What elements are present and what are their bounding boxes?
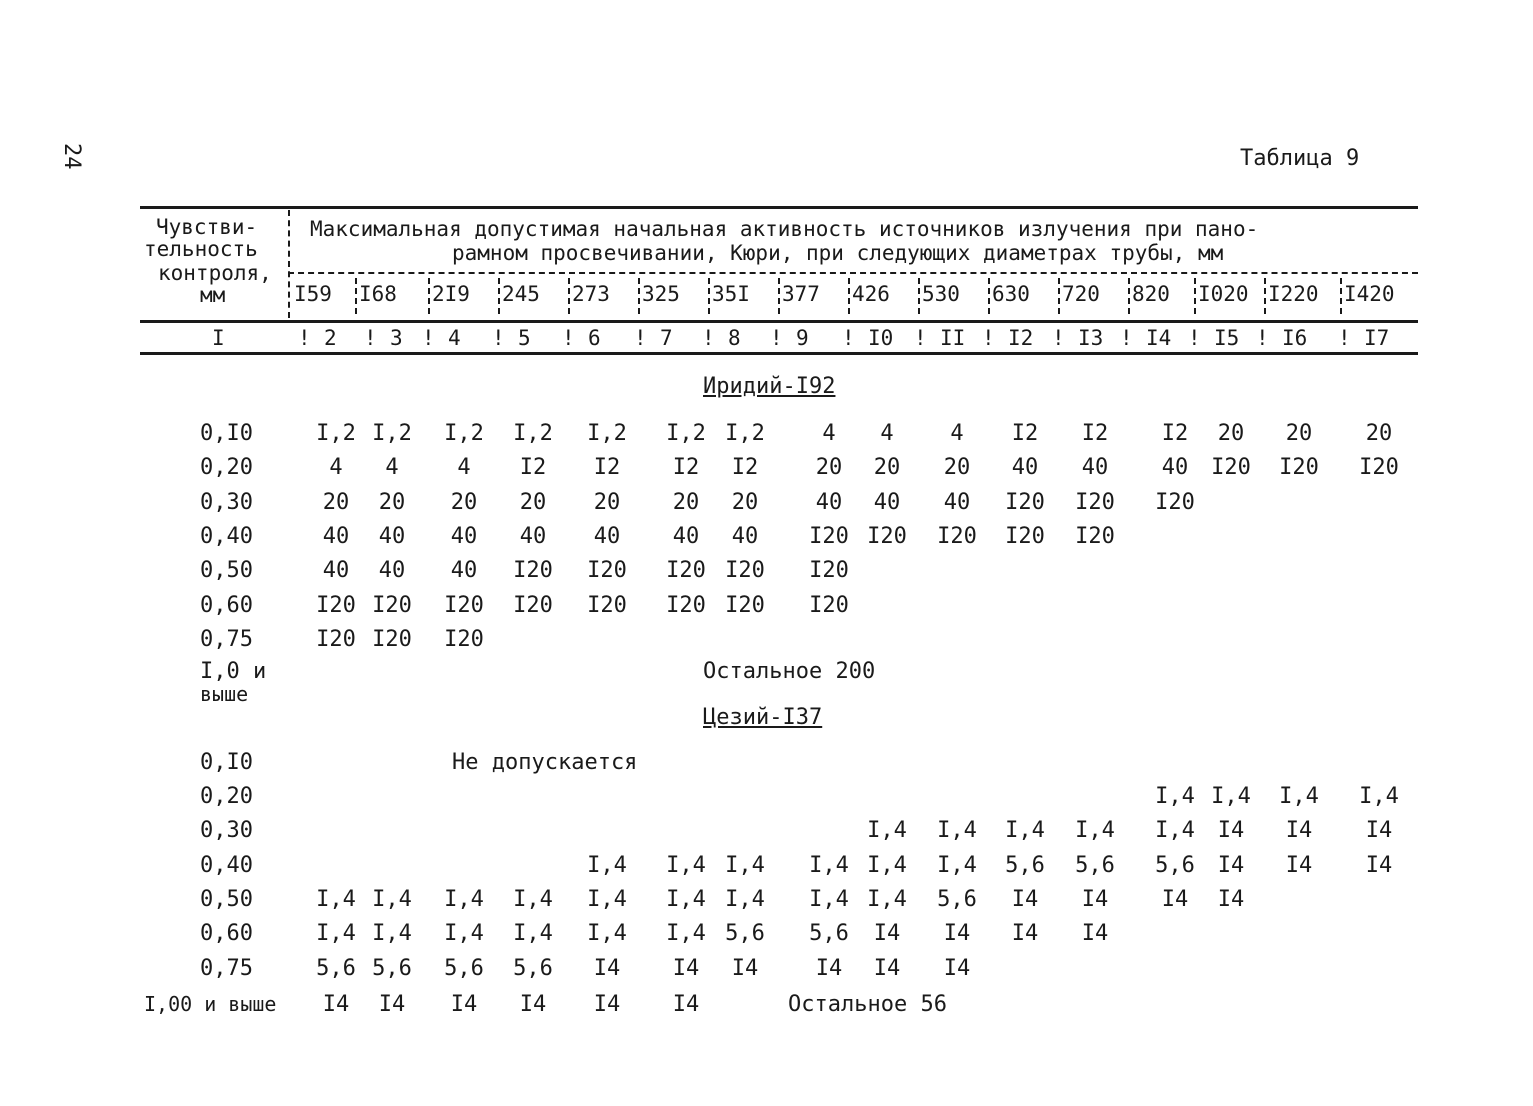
table-cell: I,4 xyxy=(809,852,849,878)
table-cell: 40 xyxy=(943,489,971,515)
table-cell: I4 xyxy=(450,992,478,1017)
table-cell: I,4 xyxy=(937,818,977,844)
table-cell: 5,6 xyxy=(1155,852,1195,878)
column-number-separator: ! xyxy=(634,326,647,350)
table-cell: I,4 xyxy=(316,921,356,947)
table-cell: I,4 xyxy=(809,886,849,912)
table-cell: I,4 xyxy=(513,921,553,947)
column-number-separator: ! xyxy=(1120,326,1133,350)
table-cell: 5,6 xyxy=(725,921,765,947)
column-number-separator: ! xyxy=(1052,326,1065,350)
table-cell: I20 xyxy=(316,626,356,652)
column-number-separator: ! xyxy=(492,326,505,350)
diameter-separator xyxy=(1058,278,1060,314)
section-title-cesium: Цезий-I37 xyxy=(703,705,823,730)
table-cell: 20 xyxy=(731,489,759,515)
table-cell: 40 xyxy=(519,523,547,549)
column-number-separator: ! xyxy=(702,326,715,350)
table-cell: 20 xyxy=(593,489,621,515)
row-label: 0,30 xyxy=(200,818,253,844)
table-cell: I4 xyxy=(593,992,621,1017)
diameter-header-cell: 2I9 xyxy=(432,282,470,306)
sensitivity-label-line-2: тельность xyxy=(144,237,258,261)
column-number-separator: ! xyxy=(562,326,575,350)
table-cell: 40 xyxy=(873,489,901,515)
column-number-cell: 9 xyxy=(796,326,809,350)
table-cell: I20 xyxy=(809,592,849,618)
table-cell: I20 xyxy=(666,592,706,618)
column-number-cell: I7 xyxy=(1364,326,1390,350)
table-cell: I,2 xyxy=(444,421,484,446)
table-cell: I20 xyxy=(725,558,765,584)
table-cell: 20 xyxy=(1285,421,1313,446)
table-cell: I20 xyxy=(316,592,356,618)
table-cell: I4 xyxy=(378,992,406,1017)
table-cell: 5,6 xyxy=(809,921,849,947)
diameter-separator xyxy=(778,278,780,314)
table-cell: I,4 xyxy=(587,921,627,947)
diameter-header-cell: I420 xyxy=(1344,282,1395,306)
row-label: 0,40 xyxy=(200,852,253,878)
table-cell: I4 xyxy=(672,955,700,981)
page-number: 24 xyxy=(59,143,84,170)
row-label: 0,60 xyxy=(200,592,253,618)
column-number-cell: I3 xyxy=(1078,326,1104,350)
row-label: 0,60 xyxy=(200,921,253,947)
column-number-cell: I0 xyxy=(868,326,894,350)
table-cell: 20 xyxy=(873,455,901,481)
sensitivity-label-line-4: мм xyxy=(200,283,226,307)
table-cell: I4 xyxy=(943,921,971,947)
table-cell: 20 xyxy=(322,489,350,515)
table-cell: I,4 xyxy=(444,921,484,947)
sensitivity-label-line-3: контроля, xyxy=(158,261,272,285)
sensitivity-column-separator xyxy=(288,210,290,318)
table-cell: 20 xyxy=(815,455,843,481)
table-cell: I,2 xyxy=(725,421,765,446)
row-label: 0,50 xyxy=(200,558,253,584)
column-number-bottom-rule xyxy=(140,352,1418,355)
table-cell: I,4 xyxy=(1155,818,1195,844)
table-cell: 5,6 xyxy=(444,955,484,981)
diameter-separator xyxy=(1340,278,1342,314)
row-label: 0,75 xyxy=(200,626,253,652)
table-cell: I,4 xyxy=(513,886,553,912)
table-cell: I4 xyxy=(672,992,700,1017)
table-cell: 20 xyxy=(1217,421,1245,446)
row-label: 0,20 xyxy=(200,455,253,481)
column-number-cell: 2 xyxy=(324,326,337,350)
table-cell: 40 xyxy=(1081,455,1109,481)
header-bottom-rule xyxy=(140,320,1418,323)
diameter-separator xyxy=(708,278,710,314)
table-cell: I20 xyxy=(1155,489,1195,515)
diameter-header-cell: 377 xyxy=(782,282,820,306)
table-cell: I20 xyxy=(725,592,765,618)
table-cell: I,2 xyxy=(316,421,356,446)
table-cell: 40 xyxy=(731,523,759,549)
column-number-cell: II xyxy=(940,326,966,350)
table-cell: I20 xyxy=(809,523,849,549)
table-label: Таблица 9 xyxy=(1240,146,1360,171)
table-cell: I4 xyxy=(1285,818,1313,844)
table-cell: I,4 xyxy=(1359,784,1399,809)
table-cell: I4 xyxy=(873,921,901,947)
table-cell: I20 xyxy=(372,592,412,618)
table-cell: I,4 xyxy=(867,818,907,844)
header-top-rule xyxy=(140,206,1418,209)
table-cell: I2 xyxy=(519,455,547,481)
diameter-header-cell: I68 xyxy=(359,282,397,306)
header-title-line-1: Максимальная допустимая начальная активность источников излучения при пано- xyxy=(310,217,1259,241)
table-cell: I20 xyxy=(1359,455,1399,481)
table-cell: 40 xyxy=(672,523,700,549)
table-cell: 40 xyxy=(593,523,621,549)
table-cell: I,2 xyxy=(666,421,706,446)
table-cell: I2 xyxy=(1081,421,1109,446)
iridium-last-row-label-line-2: выше xyxy=(200,682,249,706)
table-cell: I20 xyxy=(1005,489,1045,515)
diameter-header-cell: 35I xyxy=(712,282,750,306)
column-number-cell: I4 xyxy=(1146,326,1172,350)
table-cell: I4 xyxy=(1011,886,1039,912)
column-number-separator: ! xyxy=(914,326,927,350)
table-cell: I4 xyxy=(1081,921,1109,947)
column-number-separator: ! xyxy=(1256,326,1269,350)
row-label: 0,I0 xyxy=(200,421,253,446)
table-cell: I20 xyxy=(513,558,553,584)
table-cell: I2 xyxy=(731,455,759,481)
table-cell: I20 xyxy=(1075,489,1115,515)
table-cell: I2 xyxy=(593,455,621,481)
diameter-separator xyxy=(988,278,990,314)
diameter-top-rule xyxy=(288,272,1418,274)
diameter-separator xyxy=(638,278,640,314)
table-cell: I4 xyxy=(1081,886,1109,912)
table-cell: I,4 xyxy=(587,886,627,912)
table-cell: I4 xyxy=(322,992,350,1017)
table-cell: 5,6 xyxy=(1075,852,1115,878)
column-number-cell: I6 xyxy=(1282,326,1308,350)
table-cell: I,4 xyxy=(937,852,977,878)
table-cell: I4 xyxy=(593,955,621,981)
diameter-header-cell: 245 xyxy=(502,282,540,306)
table-cell: 5,6 xyxy=(513,955,553,981)
row-label: 0,40 xyxy=(200,523,253,549)
row-label: 0,20 xyxy=(200,784,253,809)
diameter-header-cell: I59 xyxy=(294,282,332,306)
column-number-cell: 6 xyxy=(588,326,601,350)
diameter-separator xyxy=(918,278,920,314)
table-cell: I,4 xyxy=(666,921,706,947)
table-cell: 4 xyxy=(385,455,399,481)
diameter-header-cell: 820 xyxy=(1132,282,1170,306)
table-cell: I20 xyxy=(372,626,412,652)
diameter-header-cell: 630 xyxy=(992,282,1030,306)
column-number-cell: 3 xyxy=(390,326,403,350)
table-cell: 40 xyxy=(1161,455,1189,481)
table-cell: I4 xyxy=(519,992,547,1017)
table-cell: I,4 xyxy=(725,886,765,912)
table-cell: 4 xyxy=(950,421,964,446)
table-cell: 5,6 xyxy=(372,955,412,981)
diameter-separator xyxy=(1128,278,1130,314)
column-number-separator: ! xyxy=(842,326,855,350)
row-label: 0,50 xyxy=(200,886,253,912)
column-number-separator: ! xyxy=(1188,326,1201,350)
table-cell: 40 xyxy=(1011,455,1039,481)
table-cell: 40 xyxy=(450,558,478,584)
diameter-separator xyxy=(1264,278,1266,314)
column-number-cell: I xyxy=(212,326,225,350)
column-number-separator: ! xyxy=(982,326,995,350)
table-cell: I20 xyxy=(666,558,706,584)
table-cell: I20 xyxy=(809,558,849,584)
table-cell: 5,6 xyxy=(937,886,977,912)
table-cell: I20 xyxy=(867,523,907,549)
column-number-separator: ! xyxy=(364,326,377,350)
cesium-last-row-label: I,00 и выше xyxy=(144,992,277,1016)
table-cell: 40 xyxy=(322,558,350,584)
table-cell: 5,6 xyxy=(1005,852,1045,878)
table-cell: 5,6 xyxy=(316,955,356,981)
table-cell: I20 xyxy=(1279,455,1319,481)
table-cell: I20 xyxy=(937,523,977,549)
table-cell: I4 xyxy=(1217,886,1245,912)
diameter-header-cell: 530 xyxy=(922,282,960,306)
table-cell: I,4 xyxy=(1005,818,1045,844)
table-cell: I4 xyxy=(1011,921,1039,947)
column-number-separator: ! xyxy=(422,326,435,350)
cesium-not-allowed-label: 0,I0 xyxy=(200,750,253,775)
column-number-cell: 7 xyxy=(660,326,673,350)
table-cell: 4 xyxy=(457,455,471,481)
column-number-cell: 8 xyxy=(728,326,741,350)
sensitivity-label-line-1: Чувстви- xyxy=(156,215,258,239)
table-cell: 4 xyxy=(329,455,343,481)
table-cell: 20 xyxy=(519,489,547,515)
table-cell: 40 xyxy=(815,489,843,515)
row-label: 0,30 xyxy=(200,489,253,515)
table-cell: I4 xyxy=(1365,852,1393,878)
table-cell: I,4 xyxy=(587,852,627,878)
table-cell: I20 xyxy=(1075,523,1115,549)
iridium-last-row-label-line-1: I,0 и xyxy=(200,659,267,684)
table-cell: I,2 xyxy=(587,421,627,446)
table-cell: I,4 xyxy=(372,886,412,912)
table-cell: I,2 xyxy=(513,421,553,446)
table-cell: I,4 xyxy=(1075,818,1115,844)
column-number-separator: ! xyxy=(1338,326,1351,350)
diameter-header-cell: 273 xyxy=(572,282,610,306)
table-cell: I20 xyxy=(513,592,553,618)
table-cell: I4 xyxy=(731,955,759,981)
table-cell: I4 xyxy=(815,955,843,981)
table-cell: I,4 xyxy=(1155,784,1195,809)
table-cell: I,4 xyxy=(444,886,484,912)
table-cell: 40 xyxy=(378,523,406,549)
table-cell: 40 xyxy=(378,558,406,584)
table-cell: I20 xyxy=(444,626,484,652)
table-cell: I,4 xyxy=(666,886,706,912)
table-cell: I,4 xyxy=(1279,784,1319,809)
diameter-header-cell: 720 xyxy=(1062,282,1100,306)
column-number-separator: ! xyxy=(298,326,311,350)
column-number-cell: I5 xyxy=(1214,326,1240,350)
table-cell: I4 xyxy=(943,955,971,981)
row-label: 0,75 xyxy=(200,955,253,981)
table-cell: I2 xyxy=(1011,421,1039,446)
diameter-header-cell: I020 xyxy=(1198,282,1249,306)
table-cell: I20 xyxy=(587,592,627,618)
table-cell: 20 xyxy=(943,455,971,481)
table-cell: 20 xyxy=(672,489,700,515)
diameter-separator xyxy=(1194,278,1196,314)
table-cell: I,4 xyxy=(372,921,412,947)
diameter-separator xyxy=(848,278,850,314)
table-cell: I4 xyxy=(1365,818,1393,844)
table-cell: 40 xyxy=(322,523,350,549)
table-cell: I,4 xyxy=(666,852,706,878)
table-cell: I,4 xyxy=(725,852,765,878)
diameter-separator xyxy=(355,278,357,314)
column-number-cell: 4 xyxy=(448,326,461,350)
table-cell: 4 xyxy=(880,421,894,446)
column-number-cell: 5 xyxy=(518,326,531,350)
table-cell: 20 xyxy=(450,489,478,515)
table-cell: I20 xyxy=(1211,455,1251,481)
header-title-line-2: рамном просвечивании, Кюри, при следующих диаметрах трубы, мм xyxy=(452,241,1224,265)
table-cell: I4 xyxy=(1217,818,1245,844)
table-cell: I2 xyxy=(1161,421,1189,446)
diameter-separator xyxy=(568,278,570,314)
column-number-cell: I2 xyxy=(1008,326,1034,350)
cesium-last-row-note: Остальное 56 xyxy=(788,992,947,1017)
section-title-iridium: Иридий-I92 xyxy=(703,374,836,399)
table-cell: I20 xyxy=(444,592,484,618)
diameter-header-cell: I220 xyxy=(1268,282,1319,306)
diameter-separator xyxy=(428,278,430,314)
table-cell: I,4 xyxy=(1211,784,1251,809)
cesium-not-allowed-note: Не допускается xyxy=(452,750,638,775)
table-cell: I4 xyxy=(1217,852,1245,878)
table-cell: I,4 xyxy=(867,852,907,878)
table-cell: I,2 xyxy=(372,421,412,446)
table-cell: I4 xyxy=(873,955,901,981)
table-cell: I20 xyxy=(587,558,627,584)
table-cell: 4 xyxy=(822,421,836,446)
table-cell: 20 xyxy=(1365,421,1393,446)
table-cell: I,4 xyxy=(316,886,356,912)
table-cell: 20 xyxy=(378,489,406,515)
diameter-header-cell: 426 xyxy=(852,282,890,306)
iridium-last-row-note: Остальное 200 xyxy=(703,659,876,684)
column-number-separator: ! xyxy=(770,326,783,350)
table-cell: I4 xyxy=(1285,852,1313,878)
table-cell: I2 xyxy=(672,455,700,481)
table-cell: I,4 xyxy=(867,886,907,912)
table-cell: I20 xyxy=(1005,523,1045,549)
table-cell: 40 xyxy=(450,523,478,549)
diameter-separator xyxy=(498,278,500,314)
diameter-header-cell: 325 xyxy=(642,282,680,306)
table-cell: I4 xyxy=(1161,886,1189,912)
